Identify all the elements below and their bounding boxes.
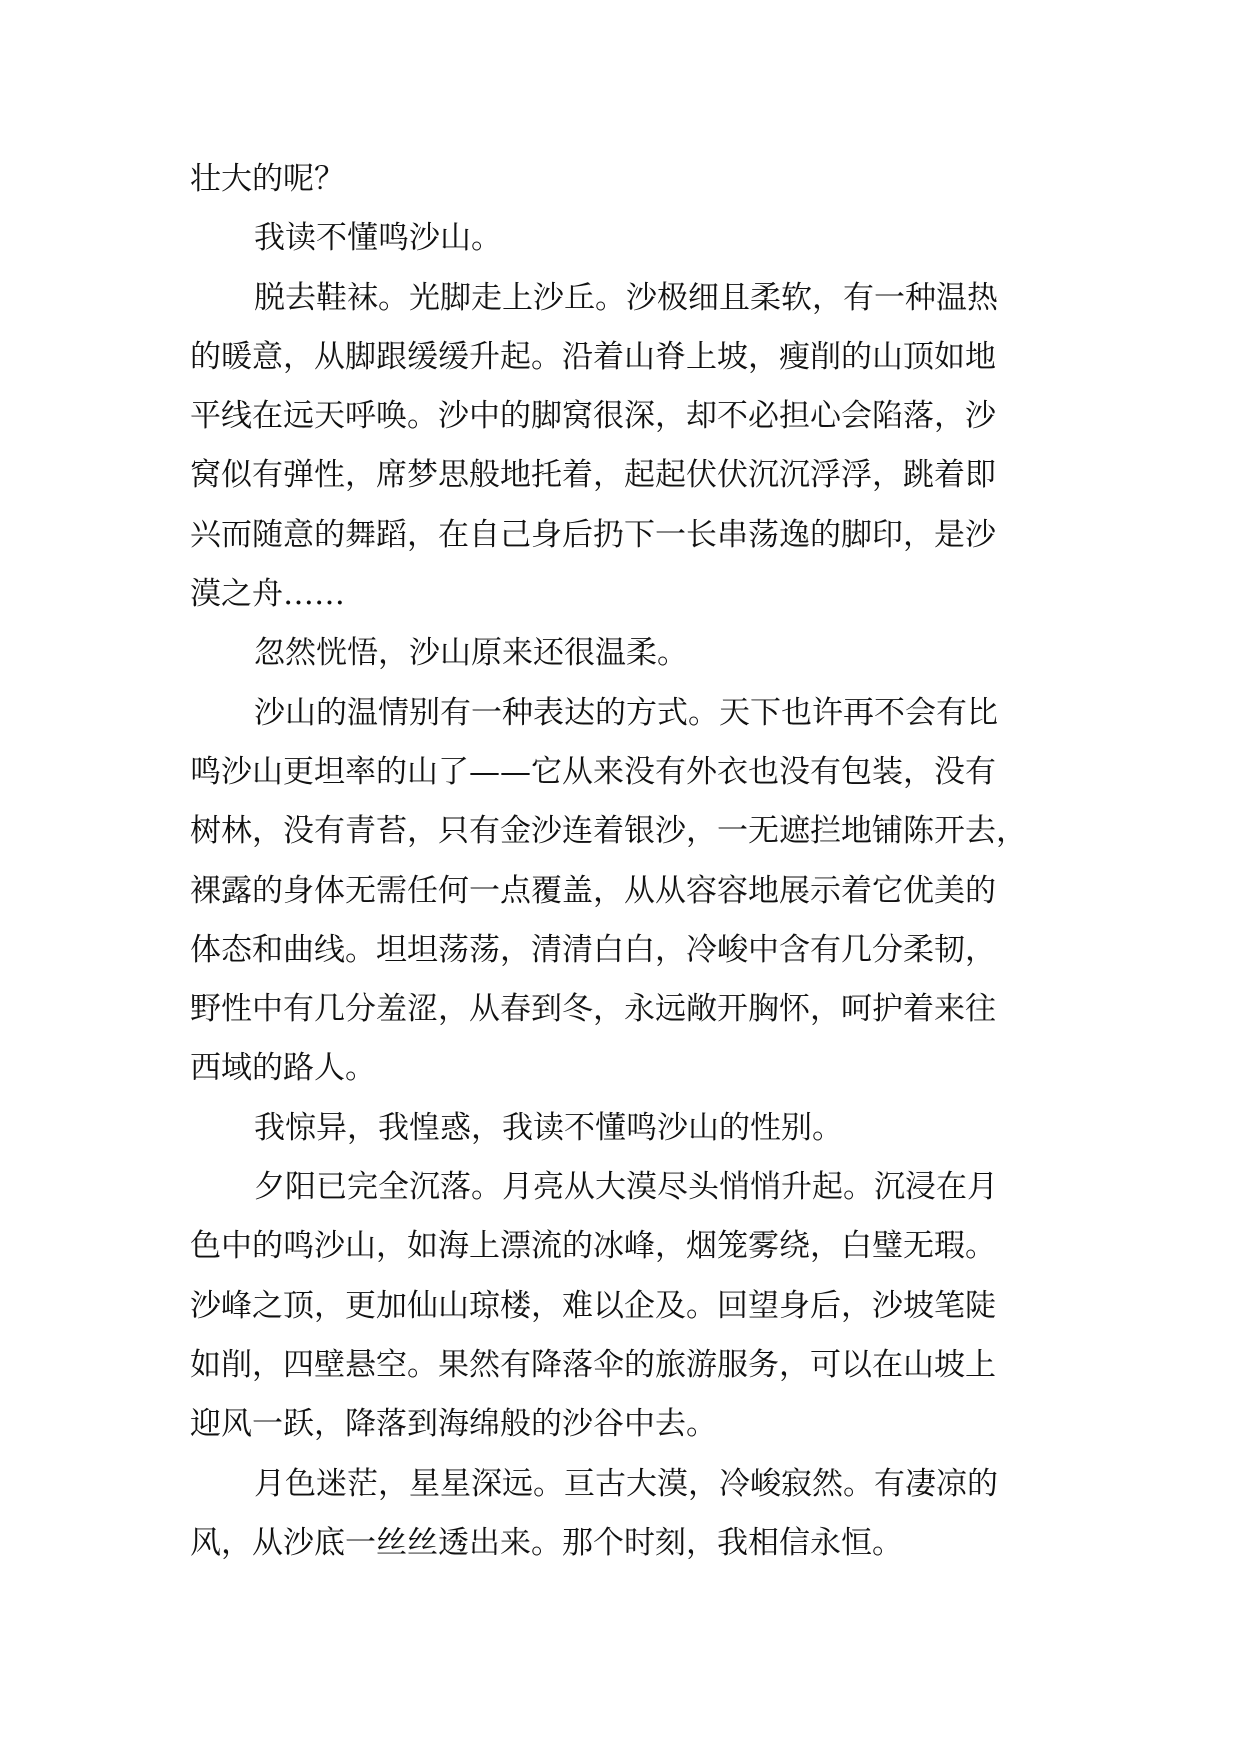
text-line: 兴而随意的舞蹈，在自己身后扔下一长串荡逸的脚印，是沙 bbox=[190, 516, 996, 553]
text-line: 夕阳已完全沉落。月亮从大漠尽头悄悄升起。沉浸在月 bbox=[254, 1169, 998, 1206]
text-line: 树林，没有青苔，只有金沙连着银沙，一无遮拦地铺陈开去， bbox=[190, 813, 1027, 850]
text-line: 沙山的温情别有一种表达的方式。天下也许再不会有比 bbox=[254, 694, 998, 731]
text-line: 窝似有弹性，席梦思般地托着，起起伏伏沉沉浮浮，跳着即 bbox=[190, 457, 996, 494]
essay-body bbox=[190, 150, 1070, 1573]
text-line: 的暖意，从脚跟缓缓升起。沿着山脊上坡，瘦削的山顶如地 bbox=[190, 338, 996, 375]
text-line: 裸露的身体无需任何一点覆盖，从从容容地展示着它优美的 bbox=[190, 872, 996, 909]
text-line: 野性中有几分羞涩，从春到冬，永远敞开胸怀，呵护着来往 bbox=[190, 991, 996, 1028]
text-line: 忽然恍悟，沙山原来还很温柔。 bbox=[254, 635, 688, 672]
text-line: 沙峰之顶，更加仙山琼楼，难以企及。回望身后，沙坡笔陡 bbox=[190, 1287, 996, 1324]
text-line: 色中的鸣沙山，如海上漂流的冰峰，烟笼雾绕，白璧无瑕。 bbox=[190, 1228, 996, 1265]
text-line: 鸣沙山更坦率的山了——它从来没有外衣也没有包装，没有 bbox=[190, 753, 996, 790]
text-line: 壮大的呢？ bbox=[190, 161, 345, 197]
text-line: 西域的路人。 bbox=[190, 1050, 376, 1087]
text-line: 我惊异，我惶惑，我读不懂鸣沙山的性别。 bbox=[254, 1109, 843, 1146]
text-line: 体态和曲线。坦坦荡荡，清清白白，冷峻中含有几分柔韧， bbox=[190, 931, 996, 968]
text-line: 我读不懂鸣沙山。 bbox=[254, 220, 502, 257]
text-line: 漠之舟…… bbox=[190, 576, 345, 613]
text-line: 风，从沙底一丝丝透出来。那个时刻，我相信永恒。 bbox=[190, 1524, 903, 1561]
text-line: 脱去鞋袜。光脚走上沙丘。沙极细且柔软，有一种温热 bbox=[254, 279, 998, 316]
text-line: 月色迷茫，星星深远。亘古大漠，冷峻寂然。有凄凉的 bbox=[254, 1465, 998, 1502]
text-line: 平线在远天呼唤。沙中的脚窝很深，却不必担心会陷落，沙 bbox=[190, 398, 996, 435]
text-line: 如削，四壁悬空。果然有降落伞的旅游服务，可以在山坡上 bbox=[190, 1346, 996, 1383]
text-line: 迎风一跃，降落到海绵般的沙谷中去。 bbox=[190, 1406, 717, 1443]
